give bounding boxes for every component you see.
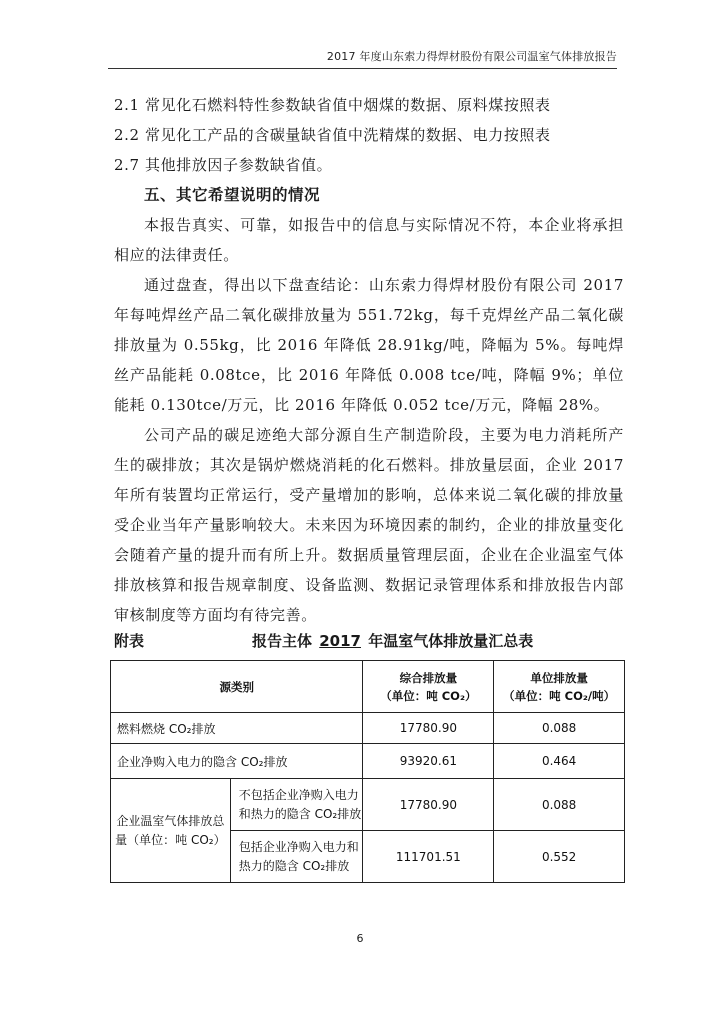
- annex-title-year: 2017: [319, 632, 361, 650]
- row-total: 111701.51: [363, 831, 494, 883]
- header-rule: [108, 68, 617, 69]
- row-per-unit: 0.464: [494, 744, 625, 779]
- paragraph-conclusion: 通过盘查，得出以下盘查结论：山东索力得焊材股份有限公司 2017 年每吨焊丝产品二氧化碳排放量为 551.72kg，每千克焊丝产品二氧化碳排放量为 0.55kg，比 2016 年降低 28.91kg/吨，降幅为 5%。每吨焊丝产品能耗 0.08tce，比 2016 年降低 0.008 tce/吨，降幅 9%；单位能耗 0.130tce/万元，比 2016 年降低 0.052 tce/万元，降幅 28%。: [114, 276, 630, 414]
- row-per-unit: 0.552: [494, 831, 625, 883]
- header-total: [363, 661, 494, 713]
- page-number: 6: [356, 932, 364, 945]
- section-title: 五、其它希望说明的情况: [144, 186, 321, 204]
- paragraph-liability: 本报告真实、可靠，如报告中的信息与实际情况不符，本企业将承担相应的法律责任。: [114, 216, 624, 264]
- sub-row-label: 包括企业净购入电力和热力的隐含 CO₂排放: [230, 831, 363, 883]
- row-per-unit: 0.088: [494, 779, 625, 831]
- row-per-unit: 0.088: [494, 713, 625, 744]
- paragraph-carbon-footprint: 公司产品的碳足迹绝大部分源自生产制造阶段，主要为电力消耗所产生的碳排放；其次是锅炉燃烧消耗的化石燃料。排放量层面，企业 2017 年所有装置均正常运行，受产量增加的影响，总体来说二氧化碳的排放量受企业当年产量影响较大。未来因为环境因素的制约，企业的排放量变化会随着产量的提升而有所上升。数据质量管理层面，企业在企业温室气体排放核算和报告规章制度、设备监测、数据记录管理体系和排放报告内部审核制度等方面均有待完善。: [114, 426, 630, 624]
- table-header-row: [111, 661, 625, 713]
- table-row: [111, 744, 625, 779]
- table-row: [111, 713, 625, 744]
- header-per-unit-unit: （单位：吨 CO₂/吨）: [503, 688, 616, 703]
- row-label: 燃料燃烧 CO₂排放: [111, 713, 363, 744]
- row-label: 企业净购入电力的隐含 CO₂排放: [111, 744, 363, 779]
- report-body: [114, 90, 630, 630]
- list-item: 2.1 常见化石燃料特性参数缺省值中烟煤的数据、原料煤按照表: [114, 96, 551, 114]
- header-source: 源类别: [111, 661, 363, 713]
- running-header: 2017 年度山东索力得焊材股份有限公司温室气体排放报告: [326, 50, 617, 63]
- group-label: 企业温室气体排放总量（单位：吨 CO₂）: [111, 779, 231, 883]
- emissions-summary-table: [110, 660, 625, 883]
- list-item: 2.7 其他排放因子参数缺省值。: [114, 156, 333, 174]
- list-item: 2.2 常见化工产品的含碳量缺省值中洗精煤的数据、电力按照表: [114, 126, 551, 144]
- header-total-label: 综合排放量: [399, 670, 458, 685]
- row-total: 17780.90: [363, 779, 494, 831]
- header-total-unit: （单位：吨 CO₂）: [380, 688, 477, 703]
- row-total: 17780.90: [363, 713, 494, 744]
- annex-title: [252, 630, 533, 651]
- sub-row-label: 不包括企业净购入电力和热力的隐含 CO₂排放: [230, 779, 363, 831]
- row-total: 93920.61: [363, 744, 494, 779]
- annex-title-prefix: 报告主体: [252, 632, 313, 650]
- annex-label: 附表: [114, 632, 145, 650]
- header-per-unit: [494, 661, 625, 713]
- annex-title-suffix: 年温室气体排放量汇总表: [368, 632, 534, 650]
- table-row: [111, 779, 625, 831]
- header-per-unit-label: 单位排放量: [530, 670, 588, 685]
